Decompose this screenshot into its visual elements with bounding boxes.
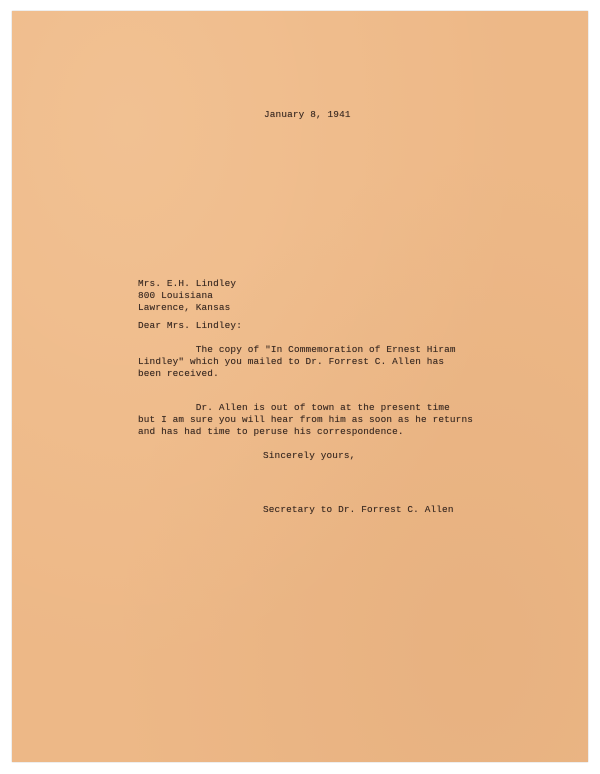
paragraph-1-line-3: been received. xyxy=(138,368,219,379)
letter-page xyxy=(12,11,588,762)
address-line-name: Mrs. E.H. Lindley xyxy=(138,278,237,289)
recipient-address xyxy=(138,278,236,314)
letter-date: January 8, 1941 xyxy=(264,109,351,120)
paragraph-1-line-1: The copy of "In Commemoration of Ernest Hiram xyxy=(138,344,456,355)
address-line-street: 800 Louisiana xyxy=(138,290,214,301)
paragraph-1-line-2: Lindley" which you mailed to Dr. Forrest C. Allen has xyxy=(138,356,445,367)
signature-line: Secretary to Dr. Forrest C. Allen xyxy=(263,504,454,515)
body-paragraph-1 xyxy=(138,344,456,380)
body-paragraph-2 xyxy=(138,402,473,438)
salutation: Dear Mrs. Lindley: xyxy=(138,320,242,331)
paragraph-2-line-1: Dr. Allen is out of town at the present time xyxy=(138,402,450,413)
complimentary-closing: Sincerely yours, xyxy=(263,450,356,461)
paragraph-2-line-3: and has had time to peruse his correspondence. xyxy=(138,426,404,437)
paragraph-2-line-2: but I am sure you will hear from him as soon as he returns xyxy=(138,414,474,425)
address-line-city: Lawrence, Kansas xyxy=(138,302,231,313)
